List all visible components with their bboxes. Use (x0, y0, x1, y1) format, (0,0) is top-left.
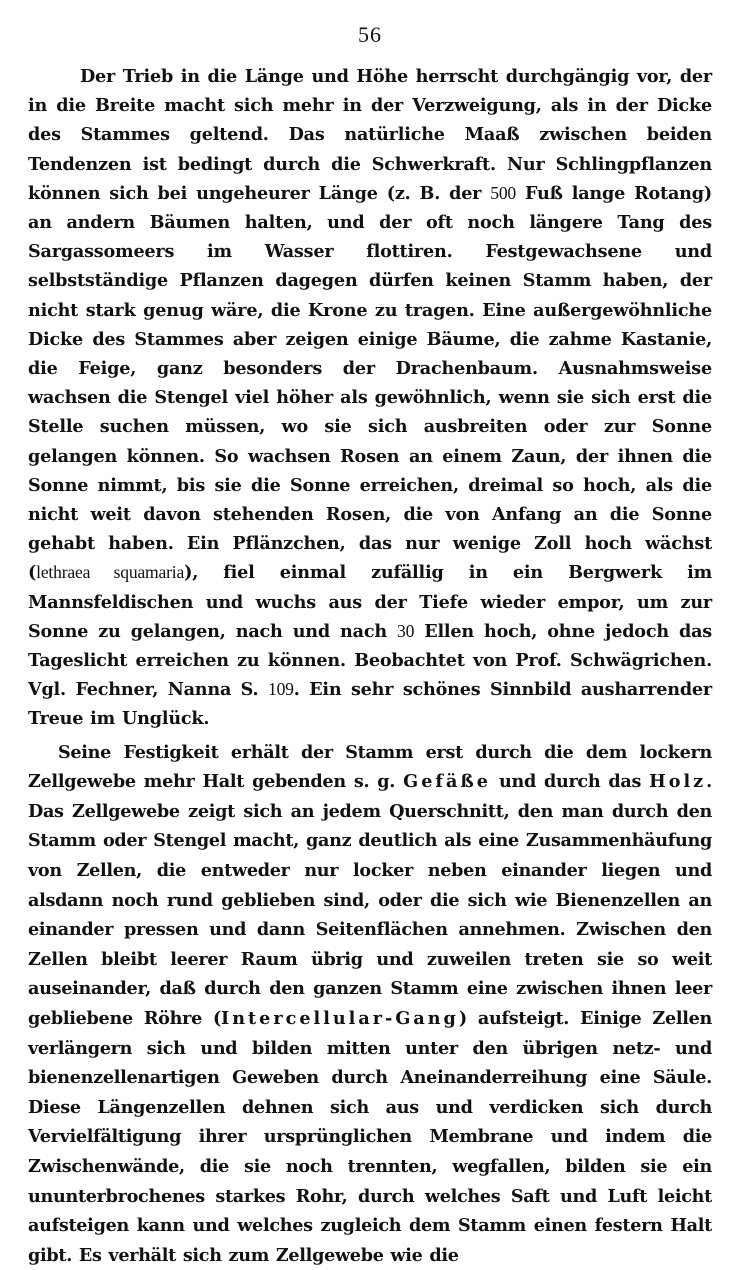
text-segment: . Das Zellgewebe zeigt sich an jedem Querschnitt, den man durch den Stamm oder Stengel macht, ganz deutlich als eine Zusammenhäufung von Zellen, die entweder nur locker neben einander liegen und alsdann noch rund geblieben sind, oder die sich wie Bienenzellen an einander pressen und dann Seitenflächen annehmen. Zwischen den Zellen bleibt leerer Raum übrig und zuweilen treten sie so weit auseinander, daß durch den ganzen Stamm eine zwischen ihnen leer gebliebene Röhre ( (28, 771, 712, 1030)
text-segment: . Ein sehr schönes Sinnbild ausharrender Treue im Unglück. (28, 679, 712, 730)
numeral: 109 (267, 679, 294, 700)
text-segment: Fuß lange Rotang) an andern Bäumen halten, und der oft noch längere Tang des Sargassomeers im Wasser flottiren. Festgewachsene und selbstständige Pflanzen dagegen dürfen keinen Stamm haben, der nicht stark genug wäre, die Krone zu tragen. Eine außergewöhnliche Dicke des Stammes aber zeigen einige Bäume, die zahme Kastanie, die Feige, ganz besonders der Drachenbaum. Ausnahmsweise wachsen die Stengel viel höher als gewöhnlich, wenn sie sich erst die Stelle suchen müssen, wo sie sich ausbreiten oder zur Sonne gelangen können. So wachsen Rosen an einem Zaun, der ihnen die Sonne nimmt, bis sie die Sonne erreichen, dreimal so hoch, als die nicht weit davon stehenden Rosen, die von Anfang an die Sonne gehabt haben. Ein Pflänzchen, das nur wenige Zoll hoch wächst ( (28, 182, 712, 584)
text-segment: ) aufsteigt. Einige Zellen verlängern sich und bilden mitten unter den übrigen netz- und bienenzellenartigen Geweben durch Aneinanderreihung eine Säule. Diese Längenzellen dehnen sich aus und verdicken sich durch Vervielfältigung ihrer ursprünglichen Membrane und indem die Zwischenwände, die sie noch trennten, wegfallen, bilden sie ein ununterbrochenes starkes Rohr, durch welches Saft und Luft leicht aufsteigen kann und welches zugleich dem Stamm einen festern Halt gibt. Es verhält sich zum Zellgewebe wie die (28, 1008, 712, 1266)
text-segment: Ellen hoch, ohne jedoch das Tageslicht erreichen zu können. Beobachtet von Prof. Schwägrichen. Vgl. Fechner, Nanna S. (28, 620, 712, 701)
emphasized-term: Holz (649, 771, 707, 793)
text-segment: und durch das (490, 771, 650, 793)
text-segment: Seine Festigkeit erhält der Stamm erst durch die dem lockern Zellgewebe mehr Halt gebenden s. g. (28, 741, 712, 793)
page-number: 56 (358, 22, 382, 47)
numeral: 500 (490, 182, 517, 203)
latin-species-name: lethraea squamaria (36, 562, 185, 583)
text-segment: Der Trieb in die Länge und Höhe herrscht durchgängig vor, der in die Breite macht sich mehr in der Verzweigung, als in der Dicke des Stammes geltend. Das natürliche Maaß zwischen beiden Tendenzen ist bedingt durch die Schwerkraft. Nur Schlingpflanzen können sich bei ungeheurer Länge (z. B. der (28, 66, 712, 204)
emphasized-term: Intercellular-Gang (221, 1008, 459, 1030)
text-segment: ), fiel einmal zufällig in ein Bergwerk im Mannsfeldischen und wuchs aus der Tiefe wieder empor, um zur Sonne zu gelangen, nach und nach (28, 562, 713, 642)
numeral: 30 (396, 620, 415, 641)
emphasized-term: Gefäße (403, 771, 491, 793)
paragraph-2 (28, 738, 712, 1270)
paragraph-1 (28, 62, 712, 734)
